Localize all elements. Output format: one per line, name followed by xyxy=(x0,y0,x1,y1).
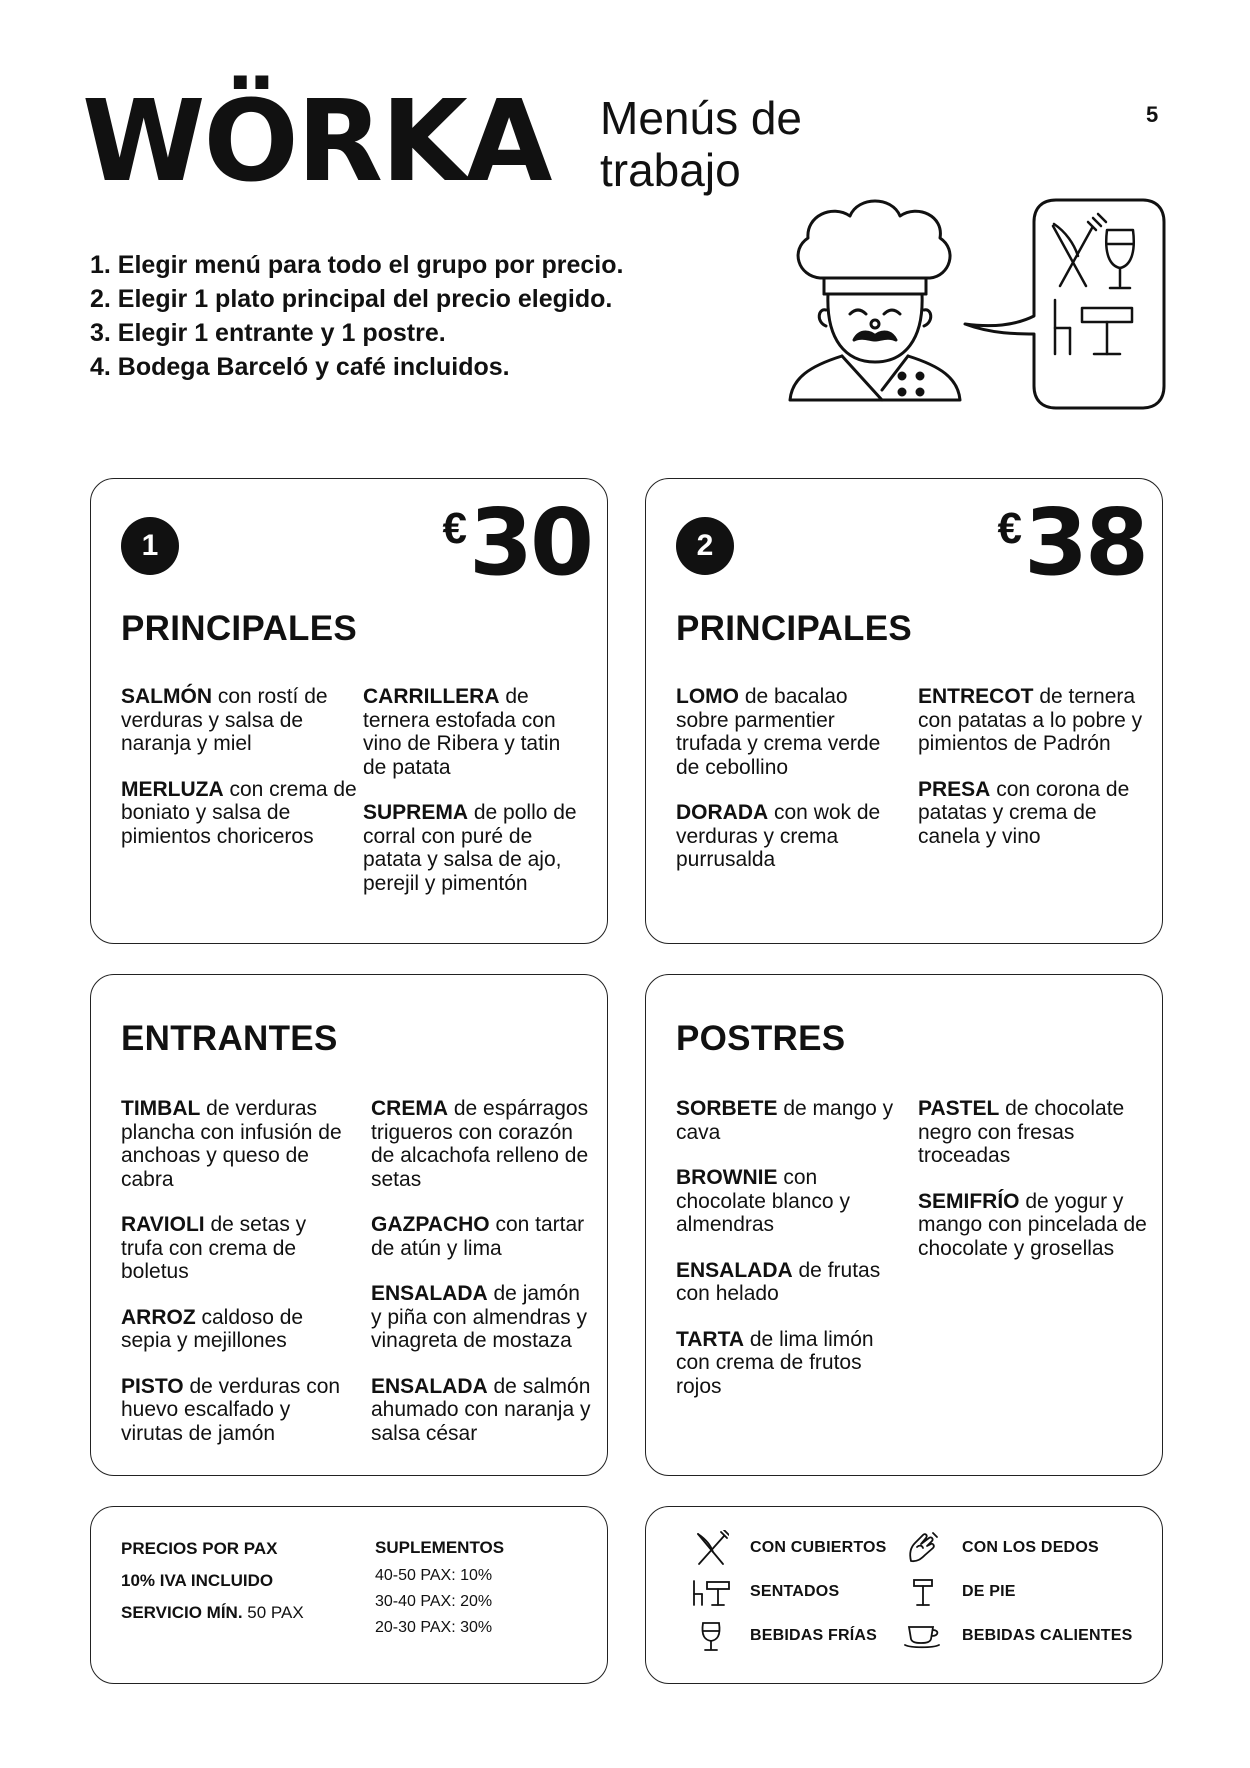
dish-item: CARRILLERA de ternera estofada con vino de Ribera y tatin de patata xyxy=(363,685,561,779)
section-title: ENTRANTES xyxy=(121,1019,338,1058)
legend-card xyxy=(645,1506,1163,1684)
dish-column-left xyxy=(676,1097,896,1420)
dish-column-left xyxy=(121,685,361,870)
dish-item: MERLUZA con crema de boniato y salsa de pimientos choriceros xyxy=(121,777,357,848)
legend-bebidas-calientes: BEBIDAS CALIENTES xyxy=(902,1619,1133,1653)
dish-column-right xyxy=(918,1097,1148,1282)
instruction-step: 1. Elegir menú para todo el grupo por precio. xyxy=(90,251,624,279)
seated-table-icon xyxy=(690,1575,732,1609)
dish-item: SUPREMA de pollo de corral con puré de patata y salsa de ajo, perejil y pimentón xyxy=(363,801,577,895)
price-conditions xyxy=(121,1533,304,1629)
menu-price xyxy=(442,489,591,596)
cutlery-icon xyxy=(690,1531,732,1565)
dish-column-left xyxy=(121,1097,351,1467)
supplements-title: SUPLEMENTOS xyxy=(375,1538,505,1557)
legend-bebidas-frias: BEBIDAS FRÍAS xyxy=(690,1619,877,1653)
dish-item: PASTEL de chocolate negro con fresas troceadas xyxy=(918,1097,1125,1167)
dish-item: LOMO de bacalao sobre parmentier trufada y crema verde de cebollino xyxy=(676,685,881,779)
instructions-list xyxy=(90,248,623,384)
menu-number-badge: 1 xyxy=(121,517,179,575)
postres-card xyxy=(645,974,1163,1476)
dish-item: PISTO de verduras con huevo escalfado y virutas de jamón xyxy=(121,1374,341,1445)
menu-card-30 xyxy=(90,478,608,944)
dish-item: ENSALADA de salmón ahumado con naranja y salsa césar xyxy=(371,1374,591,1445)
dish-item: DORADA con wok de verduras y crema purrusalda xyxy=(676,801,881,871)
brand-logo: WÖRKA xyxy=(82,77,551,207)
dish-item: BROWNIE con chocolate blanco y almendras xyxy=(676,1166,850,1236)
supplement-item: 40-50 PAX: 10% xyxy=(375,1567,493,1584)
chef-illustration xyxy=(770,190,1170,410)
dish-item: TIMBAL de verduras plancha con infusión de anchoas y queso de cabra xyxy=(121,1097,342,1191)
dish-item: SORBETE de mango y cava xyxy=(676,1097,894,1144)
legend-de-pie: DE PIE xyxy=(902,1575,1016,1609)
supplement-item: 30-40 PAX: 20% xyxy=(375,1593,493,1610)
supplement-item: 20-30 PAX: 30% xyxy=(375,1619,493,1636)
dish-column-right xyxy=(363,685,583,917)
dish-item: ENSALADA de frutas con helado xyxy=(676,1258,881,1305)
chef-icon xyxy=(790,201,960,400)
legend-cubiertos: CON CUBIERTOS xyxy=(690,1531,887,1565)
price-per-pax: PRECIOS POR PAX xyxy=(121,1539,278,1558)
section-title: PRINCIPALES xyxy=(676,609,913,648)
price-amount: 38 xyxy=(1023,489,1146,596)
subtitle-line-1: Menús de xyxy=(600,92,803,144)
menu-number-badge: 2 xyxy=(676,517,734,575)
instruction-step: 3. Elegir 1 entrante y 1 postre. xyxy=(90,319,446,347)
dish-item: TARTA de lima limón con crema de frutos rojos xyxy=(676,1327,874,1398)
dish-item: ARROZ caldoso de sepia y mejillones xyxy=(121,1305,304,1352)
dish-column-right xyxy=(918,685,1148,870)
dish-item: PRESA con corona de patatas y crema de canela y vino xyxy=(918,777,1130,848)
dish-item: SEMIFRÍO de yogur y mango con pincelada de chocolate y grosellas xyxy=(918,1189,1147,1260)
page-subtitle xyxy=(600,92,802,196)
fingers-icon xyxy=(902,1531,944,1565)
section-title: PRINCIPALES xyxy=(121,609,358,648)
dish-column-right xyxy=(371,1097,596,1467)
price-amount: 30 xyxy=(468,489,591,596)
subtitle-line-2: trabajo xyxy=(600,144,741,196)
standing-table-icon xyxy=(902,1575,944,1609)
price-info-card xyxy=(90,1506,608,1684)
dish-item: GAZPACHO con tartar de atún y lima xyxy=(371,1213,585,1260)
currency-symbol: € xyxy=(997,504,1022,553)
minimum-service: SERVICIO MÍN. 50 PAX xyxy=(121,1603,304,1622)
dish-item: RAVIOLI de setas y trufa con crema de boletus xyxy=(121,1213,307,1283)
wine-glass-icon xyxy=(690,1619,732,1653)
page-number: 5 xyxy=(1146,102,1159,127)
legend-dedos: CON LOS DEDOS xyxy=(902,1531,1099,1565)
dish-item: CREMA de espárragos trigueros con corazón de alcachofa relleno de setas xyxy=(371,1097,589,1191)
coffee-cup-icon xyxy=(902,1619,944,1653)
supplements xyxy=(375,1533,504,1641)
dish-column-left xyxy=(676,685,901,894)
dish-item: ENTRECOT de ternera con patatas a lo pobre y pimientos de Padrón xyxy=(918,685,1143,755)
instruction-step: 4. Bodega Barceló y café incluidos. xyxy=(90,353,510,381)
legend-sentados: SENTADOS xyxy=(690,1575,839,1609)
entrantes-card xyxy=(90,974,608,1476)
menu-price xyxy=(997,489,1146,596)
menu-card-38 xyxy=(645,478,1163,944)
dish-item: SALMÓN con rostí de verduras y salsa de naranja y miel xyxy=(121,685,328,755)
currency-symbol: € xyxy=(442,504,467,553)
section-title: POSTRES xyxy=(676,1019,846,1058)
instruction-step: 2. Elegir 1 plato principal del precio elegido. xyxy=(90,285,613,313)
dish-item: ENSALADA de jamón y piña con almendras y vinagreta de mostaza xyxy=(371,1282,587,1352)
vat-included: 10% IVA INCLUIDO xyxy=(121,1571,274,1590)
